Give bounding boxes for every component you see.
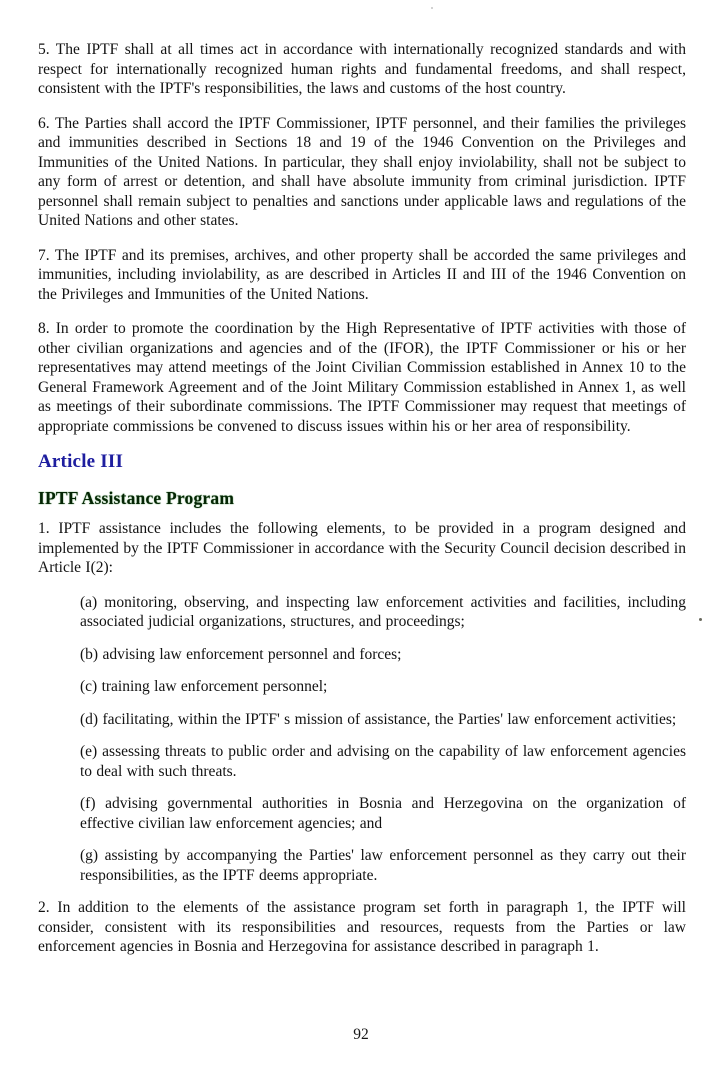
article-heading: Article III: [38, 451, 124, 472]
closing-paragraph: 2. In addition to the elements of the assistance program set forth in paragraph 1, the IPTF will consider, consistent with its responsibilities and resources, requests from the Parties or law enforcement agencies in Bosnia and Herzegovina for assistance described in paragraph 1.: [38, 899, 686, 955]
scanned-text-layer: [38, 40, 686, 957]
program-element-g: (g) assisting by accompanying the Parties' law enforcement personnel as they carry out their responsibilities, as the IPTF deems appropriate.: [80, 847, 686, 884]
program-element-e: (e) assessing threats to public order and advising on the capability of law enforcement agencies to deal with such threats.: [80, 743, 686, 780]
page-number: 92: [353, 1026, 369, 1043]
program-element-a: (a) monitoring, observing, and inspecting law enforcement activities and facilities, including associated judicial organizations, structures, and proceedings;: [80, 593, 686, 630]
program-element-d: (d) facilitating, within the IPTF' s mission of assistance, the Parties' law enforcement activities;: [80, 710, 677, 728]
program-intro-paragraph: 1. IPTF assistance includes the following elements, to be provided in a program designed and implemented by the IPTF Commissioner in accordance with the Security Council decision described in Article I(2):: [38, 520, 686, 576]
program-element-c: (c) training law enforcement personnel;: [80, 678, 328, 695]
scan-speck-icon: [431, 7, 433, 9]
paragraph-7: 7. The IPTF and its premises, archives, and other property shall be accorded the same privileges and immunities, including inviolability, as are described in Articles II and III of the 1946 Convention on the Privileges and Immunities of the United Nations.: [38, 246, 686, 303]
scan-speck-icon: [699, 618, 702, 621]
program-element-f: (f) advising governmental authorities in Bosnia and Herzegovina on the organization of effective civilian law enforcement agencies; and: [80, 795, 686, 832]
section-heading: IPTF Assistance Program: [38, 488, 235, 508]
paragraph-8: 8. In order to promote the coordination by the High Representative of IPTF activities with those of other civilian organizations and agencies and of the (IFOR), the IPTF Commissioner or his or her representatives may attend meetings of the Joint Civilian Commission established in Annex 10 to the General Framework Agreement and of the Joint Military Commission established in Annex 1, as well as meetings of their subordinate commissions. The IPTF Commissioner may request that meetings of appropriate commissions be convened to discuss issues within his or her area of responsibility.: [38, 320, 686, 435]
program-element-b: (b) advising law enforcement personnel and forces;: [80, 645, 402, 663]
paragraph-6: 6. The Parties shall accord the IPTF Commissioner, IPTF personnel, and their families the privileges and immunities described in Sections 18 and 19 of the 1946 Convention on the Privileges and Immunities of the United Nations. In particular, they shall enjoy inviolability, shall not be subject to any form of arrest or detention, and shall have absolute immunity from criminal jurisdiction. IPTF personnel shall remain subject to penalties and sanctions under applicable laws and regulations of the United Nations and other states.: [38, 114, 686, 229]
paragraph-5: 5. The IPTF shall at all times act in accordance with internationally recognized standards and with respect for internationally recognized human rights and fundamental freedoms, and shall respect, consistent with the IPTF's responsibilities, the laws and customs of the host country.: [38, 41, 686, 97]
